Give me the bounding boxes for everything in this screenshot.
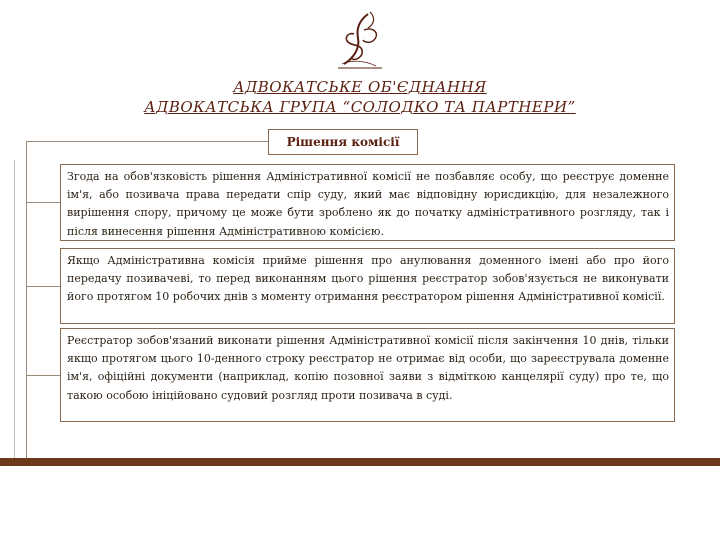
decision-box-appeal-to-court: Згода на обов'язковість рішення Адміністративної комісії не позбавляє особу, що реєструє доменне ім'я, або позивача права передати спір суду, який має відповідну юрисдикцію, для незалежного вирішення спору, причому це може бути зроблено як до початку адміністративного розгляду, так і після винесення рішення Адміністративною комісією. <box>60 164 675 241</box>
connector-vertical-spine <box>26 141 27 458</box>
connector-box2 <box>26 286 60 287</box>
firm-name-line1: АДВОКАТСЬКЕ ОБ'ЄДНАННЯ <box>233 78 487 96</box>
connector-box1 <box>26 202 60 203</box>
firm-name-line2: АДВОКАТСЬКА ГРУПА “СОЛОДКО ТА ПАРТНЕРИ” <box>144 98 576 116</box>
diagram-title: Рішення комісії <box>268 129 418 155</box>
footer-bar <box>0 458 720 466</box>
decision-box-registrar-delay: Якщо Адміністративна комісія прийме рішення про анулювання доменного імені або про його передачу позивачеві, то перед виконанням цього рішення реєстратор зобов'язується не виконувати його протягом 10 робочих днів з моменту отримання реєстратором рішення Адміністративної комісії. <box>60 248 675 324</box>
connector-top-horizontal <box>26 141 268 142</box>
connector-inner-vertical <box>14 160 15 458</box>
connector-box3 <box>26 375 60 376</box>
sp-monogram-logo <box>330 10 390 72</box>
decision-box-registrar-execution: Реєстратор зобов'язаний виконати рішення Адміністративної комісії після закінчення 10 днів, тільки якщо протягом цього 10-денного строку реєстратор не отримає від особи, що зареєструвала доменне ім'я, офіційні документи (наприклад, копію позовної заяви з відміткою канцелярії суду) про те, що такою особою ініційовано судовий розгляд проти позивача в суді. <box>60 328 675 422</box>
